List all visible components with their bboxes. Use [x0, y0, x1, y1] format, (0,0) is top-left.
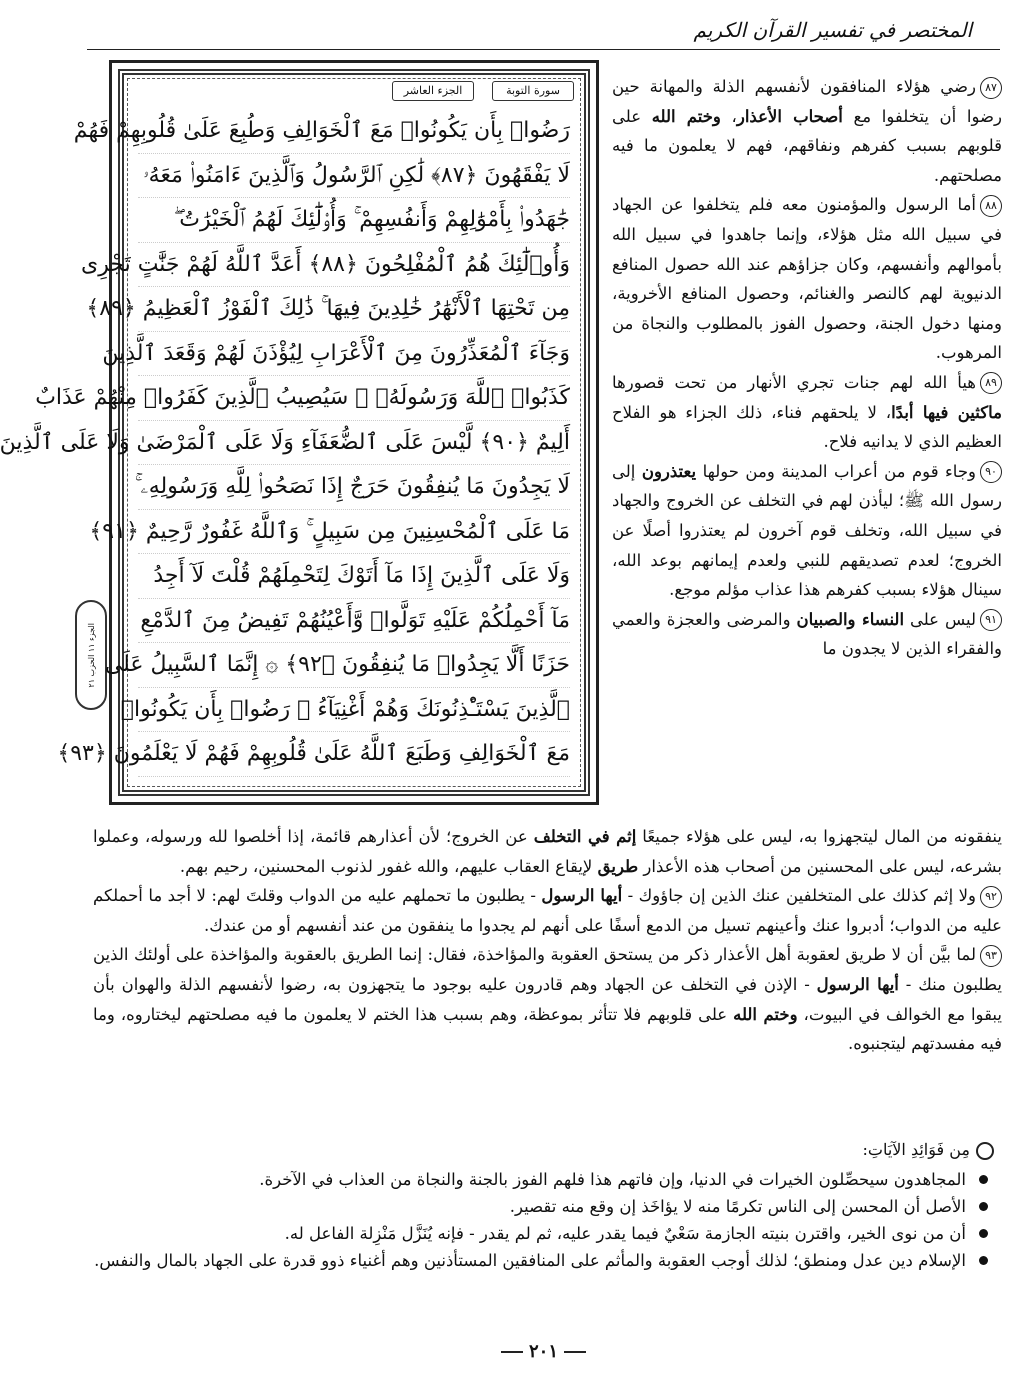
verse-number: ٩١ [980, 609, 1002, 631]
bullet-icon [979, 1256, 988, 1265]
ayah-line: أَلِيمٌ ﴿٩٠﴾ لَّيْسَ عَلَى ٱلضُّعَفَآءِ وَلَا عَلَى ٱلْمَرْضَىٰ وَلَا عَلَى ٱلَّذِينَ [138, 421, 570, 466]
tafsir-91-start: ٩١ليس على النساء والصبيان والمرضى والعجزة والعمي والفقراء الذين لا يجدون ما [612, 609, 1002, 659]
ayah-line: وَجَآءَ ٱلْمُعَذِّرُونَ مِنَ ٱلْأَعْرَابِ لِيُؤْذَنَ لَهُمْ وَقَعَدَ ٱلَّذِينَ [138, 332, 570, 377]
ayah-line: وَلَا عَلَى ٱلَّذِينَ إِذَا مَآ أَتَوْكَ لِتَحْمِلَهُمْ قُلْتَ لَآ أَجِدُ [138, 554, 570, 599]
ayah-line: كَذَبُوا۟ ٱللَّهَ وَرَسُولَهُۥ ۚ سَيُصِيبُ ٱلَّذِينَ كَفَرُوا۟ مِنْهُمْ عَذَابٌ [138, 376, 570, 421]
ayah-line: مَآ أَحْمِلُكُمْ عَلَيْهِ تَوَلَّوا۟ وَّأَعْيُنُهُمْ تَفِيضُ مِنَ ٱلدَّمْعِ [138, 599, 570, 644]
header-rule [87, 49, 1000, 50]
hizb-medallion [75, 600, 107, 710]
ayah-line: لَا يَجِدُونَ مَا يُنفِقُونَ حَرَجٌ إِذَا نَصَحُوا۟ لِلَّهِ وَرَسُولِهِۦ ۚ [138, 465, 570, 510]
verse-number: ٨٩ [980, 372, 1002, 394]
ayah-line: وَأُو۟لَٰٓئِكَ هُمُ ٱلْمُفْلِحُونَ ﴿٨٨﴾ أَعَدَّ ٱللَّهُ لَهُمْ جَنَّٰتٍ تَجْرِى [138, 243, 570, 288]
benefit-item: الأصل أن المحسن إلى الناس تكرمًا منه لا يؤاخَذ إن وقع منه تقصير. [93, 1193, 994, 1220]
tafsir-90: ٩٠وجاء قوم من أعراب المدينة ومن حولها يعتذرون إلى رسول الله ﷺ؛ ليأذن لهم في التخلف عن الخروج والجهاد في سبيل الله، وتخلف قوم آخرون لم يعتذروا أصلًا عن الخروج؛ لعدم تصديقهم للنبي ولعدم إيمانهم بوعد الله، سينال هؤلاء بسبب كفرهم هذا عذاب مؤلم موجع. [612, 461, 1002, 600]
ayah-line: حَزَنًا أَلَّا يَجِدُوا۟ مَا يُنفِقُونَ ﴿٩٢﴾ ۞ إِنَّمَا ٱلسَّبِيلُ عَلَى [138, 643, 570, 688]
surah-tab: سورة التوبة [492, 81, 574, 101]
bullet-icon [979, 1229, 988, 1238]
tafsir-91-end: ينفقونه من المال ليتجهزوا به، ليس على هؤلاء جميعًا إثم في التخلف عن الخروج؛ لأن أعذارهم قائمة، إذا أخلصوا لله ورسوله، وعملوا بشرعه، ليس على المحسنين من أصحاب هذه الأعذار طريق لإيقاع العقاب عليهم، والله غفور لذنوب المحسنين، رحيم بهم. [93, 827, 1003, 876]
benefit-item: المجاهدون سيحصِّلون الخيرات في الدنيا، وإن فاتهم هذا فلهم الفوز بالجنة والنجاة من العذاب في الآخرة. [93, 1166, 994, 1193]
tafsir-column [612, 72, 1002, 664]
ornament-icon [564, 1351, 586, 1353]
bullet-icon [979, 1175, 988, 1184]
benefit-item: الإسلام دين عدل ومنطق؛ لذلك أوجب العقوبة والمأثم على المنافقين المستأذنين وهم أغنياء ذوو قدرة على الجهاد بالمال والنفس. [93, 1247, 994, 1274]
ayah-line: مِن تَحْتِهَا ٱلْأَنْهَٰرُ خَٰلِدِينَ فِيهَا ۚ ذَٰلِكَ ٱلْفَوْزُ ٱلْعَظِيمُ ﴿٨٩﴾ [138, 287, 570, 332]
book-title: المختصر في تفسير القرآن الكريم [693, 18, 972, 42]
benefit-item: أن من نوى الخير، واقترن بنيته الجازمة سَعْيٌ فيما يقدر عليه، ثم لم يقدر - فإنه يُنَزَّل مَنْزِلة الفاعل له. [93, 1220, 994, 1247]
ayah-line: رَضُوا۟ بِأَن يَكُونُوا۟ مَعَ ٱلْخَوَالِفِ وَطُبِعَ عَلَىٰ قُلُوبِهِمْ فَهُمْ [138, 109, 570, 154]
page-number: ٢٠١ [71, 1341, 1016, 1362]
verse-number: ٨٧ [980, 77, 1002, 99]
benefits-heading: مِن فَوَائِدِ الآيَاتِ: [93, 1140, 994, 1160]
verse-number: ٩٢ [980, 886, 1002, 908]
page-header [87, 10, 1000, 50]
benefits-section [93, 1140, 994, 1274]
tafsir-89: ٨٩هيأ الله لهم جنات تجري الأنهار من تحت قصورها ماكثين فيها أبدًا، لا يلحقهم فناء، ذلك الجزاء هو الفلاح العظيم الذي لا يدانيه فلاح. [612, 372, 1002, 452]
verse-number: ٨٨ [980, 195, 1002, 217]
ayah-line: لَا يَفْقَهُونَ ﴿٨٧﴾ لَٰكِنِ ٱلرَّسُولُ وَٱلَّذِينَ ءَامَنُوا۟ مَعَهُۥ [138, 154, 570, 199]
bullet-icon [979, 1202, 988, 1211]
ornament-icon [501, 1351, 523, 1353]
tafsir-93: ٩٣لما بيَّن أن لا طريق لعقوبة أهل الأعذار ذكر من يستحق العقوبة والمؤاخذة، فقال: إنما الطريق بالعقوبة والمؤاخذة على أولئك الذين يطلبون منك - أيها الرسول - الإذن في التخلف عن الجهاد وهم قادرون عليه بوجود ما يتجهزون به، رضوا لأنفسهم الذلة والهوان بأن يبقوا مع الخوالف في البيوت، وختم الله على قلوبهم فلا تتأثر بموعظة، وهم بسبب هذا الختم لا يعلمون ما فيه مصلحتهم ليختاروه، وما فيه مفسدتهم ليتجنبوه. [93, 945, 1003, 1054]
verse-number: ٩٣ [980, 945, 1002, 967]
ayah-line: ٱلَّذِينَ يَسْتَـْٔذِنُونَكَ وَهُمْ أَغْنِيَآءُ ۚ رَضُوا۟ بِأَن يَكُونُوا۟ [138, 688, 570, 733]
juz-tab: الجزء العاشر [392, 81, 474, 101]
ayah-line: جَٰهَدُوا۟ بِأَمْوَٰلِهِمْ وَأَنفُسِهِمْ ۚ وَأُو۟لَٰٓئِكَ لَهُمُ ٱلْخَيْرَٰتُ ۖ [138, 198, 570, 243]
rosette-icon [976, 1142, 994, 1160]
verse-number: ٩٠ [980, 461, 1002, 483]
hizb-label: الجزء ١١ الحزب ٢١ [86, 622, 96, 688]
ayah-line: مَا عَلَى ٱلْمُحْسِنِينَ مِن سَبِيلٍ ۚ وَٱللَّهُ غَفُورٌ رَّحِيمٌ ﴿٩١﴾ [138, 510, 570, 555]
ayah-line: مَعَ ٱلْخَوَالِفِ وَطَبَعَ ٱللَّهُ عَلَىٰ قُلُوبِهِمْ فَهُمْ لَا يَعْلَمُونَ ﴿٩٣﴾ [138, 732, 570, 777]
tafsir-88: ٨٨أما الرسول والمؤمنون معه فلم يتخلفوا عن الجهاد في سبيل الله مثل هؤلاء، وإنما جاهدوا في سبيل الله بأموالهم وأنفسهم، وكان جزاؤهم عند الله حصول المنافع الدنيوية لهم كالنصر والغنائم، وحصول المنافع الأخروية، ومنها دخول الجنة، وحصول الفوز بالمطلوب والنجاة من المرهوب. [612, 195, 1002, 363]
tafsir-full-width [93, 822, 1002, 1059]
tafsir-92: ٩٢ولا إثم كذلك على المتخلفين عنك الذين إن جاؤوك - أيها الرسول - يطلبون ما تحملهم عليه من الدواب وقلتَ لهم: لا أجد ما أحملكم عليه من الدواب؛ أدبروا عنك وأعينهم تسيل من الدمع أسفًا على أنهم لم يجدوا ما ينفقون من عند أنفسهم أو من عندك. [93, 886, 1002, 935]
tafsir-87: ٨٧رضي هؤلاء المنافقون لأنفسهم الذلة والمهانة حين رضوا أن يتخلفوا مع أصحاب الأعذار، وختم الله على قلوبهم بسبب كفرهم ونفاقهم، فهم لا يعلمون ما فيه مصلحتهم. [612, 77, 1002, 185]
